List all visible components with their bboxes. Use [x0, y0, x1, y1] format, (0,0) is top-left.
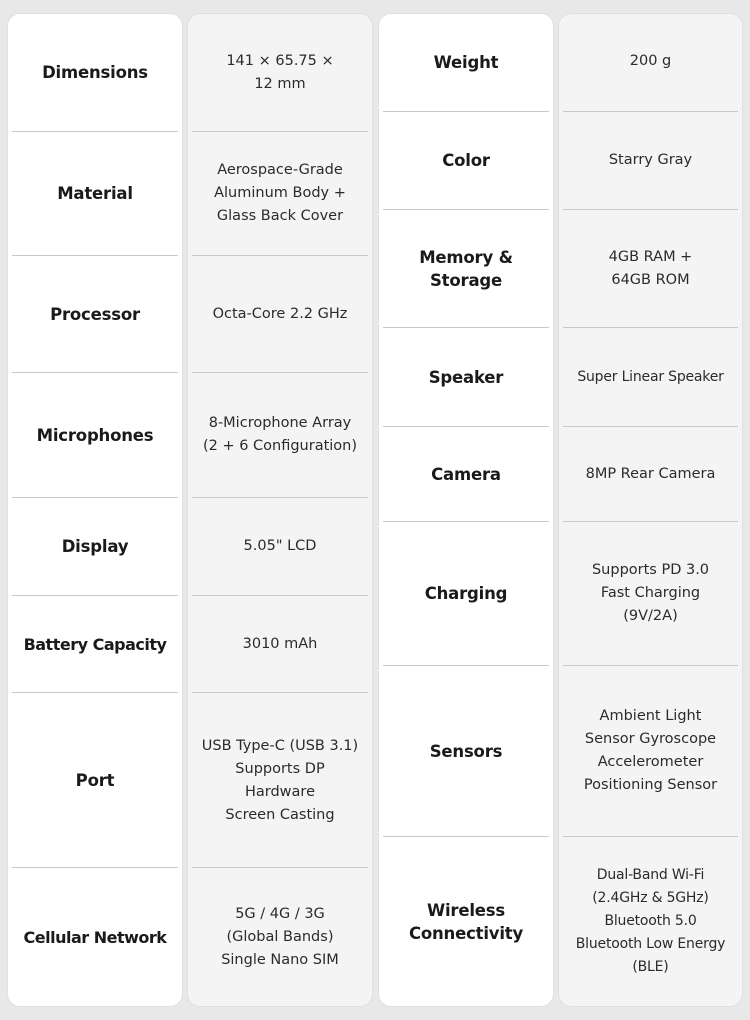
- spec-value-camera: 8MP Rear Camera: [563, 427, 738, 522]
- spec-value-dimensions: 141 × 65.75 × 12 mm: [192, 14, 368, 132]
- spec-label-weight: Weight: [383, 14, 549, 112]
- spec-value-microphones: 8-Microphone Array (2 + 6 Configuration): [192, 373, 368, 498]
- spec-value-cellular-network: 5G / 4G / 3G (Global Bands) Single Nano SIM: [221, 905, 339, 968]
- spec-label-port: Port: [12, 693, 178, 868]
- spec-value-speaker: Super Linear Speaker: [563, 328, 738, 427]
- left-spec-values: [188, 14, 372, 1006]
- spec-value-charging: Supports PD 3.0 Fast Charging (9V/2A): [563, 522, 738, 666]
- right-spec-labels: [379, 14, 553, 1006]
- spec-label-cellular-network: Cellular Network: [23, 927, 167, 947]
- spec-value-weight: 200 g: [563, 14, 738, 112]
- spec-label-processor: Processor: [12, 256, 178, 373]
- spec-value-port: USB Type-C (USB 3.1) Supports DP Hardware Screen Casting: [192, 693, 368, 868]
- spec-value-processor: Octa-Core 2.2 GHz: [192, 256, 368, 373]
- spec-label-color: Color: [383, 112, 549, 210]
- spec-label-dimensions: Dimensions: [12, 14, 178, 132]
- spec-value-sensors: Ambient Light Sensor Gyroscope Accelerometer Positioning Sensor: [563, 666, 738, 837]
- spec-label-charging: Charging: [383, 522, 549, 666]
- spec-label-display: Display: [12, 498, 178, 596]
- spec-label-material: Material: [12, 132, 178, 256]
- right-spec-values: [559, 14, 742, 1006]
- left-spec-labels: [8, 14, 182, 1006]
- spec-label-wireless-connectivity: Wireless Connectivity: [408, 900, 524, 943]
- spec-label-memory-storage: Memory & Storage: [383, 210, 549, 328]
- spec-label-sensors: Sensors: [383, 666, 549, 837]
- spec-value-memory-storage: 4GB RAM + 64GB ROM: [563, 210, 738, 328]
- spec-label-battery-capacity: Battery Capacity: [12, 596, 178, 693]
- spec-value-display: 5.05" LCD: [192, 498, 368, 596]
- spec-value-wireless-connectivity: Dual-Band Wi-Fi (2.4GHz & 5GHz) Bluetooth 5.0 Bluetooth Low Energy (BLE): [575, 867, 726, 975]
- spec-value-battery-capacity: 3010 mAh: [192, 596, 368, 693]
- spec-label-camera: Camera: [383, 427, 549, 522]
- spec-value-material: Aerospace-Grade Aluminum Body + Glass Back Cover: [192, 132, 368, 256]
- spec-value-color: Starry Gray: [563, 112, 738, 210]
- spec-label-speaker: Speaker: [383, 328, 549, 427]
- spec-label-microphones: Microphones: [12, 373, 178, 498]
